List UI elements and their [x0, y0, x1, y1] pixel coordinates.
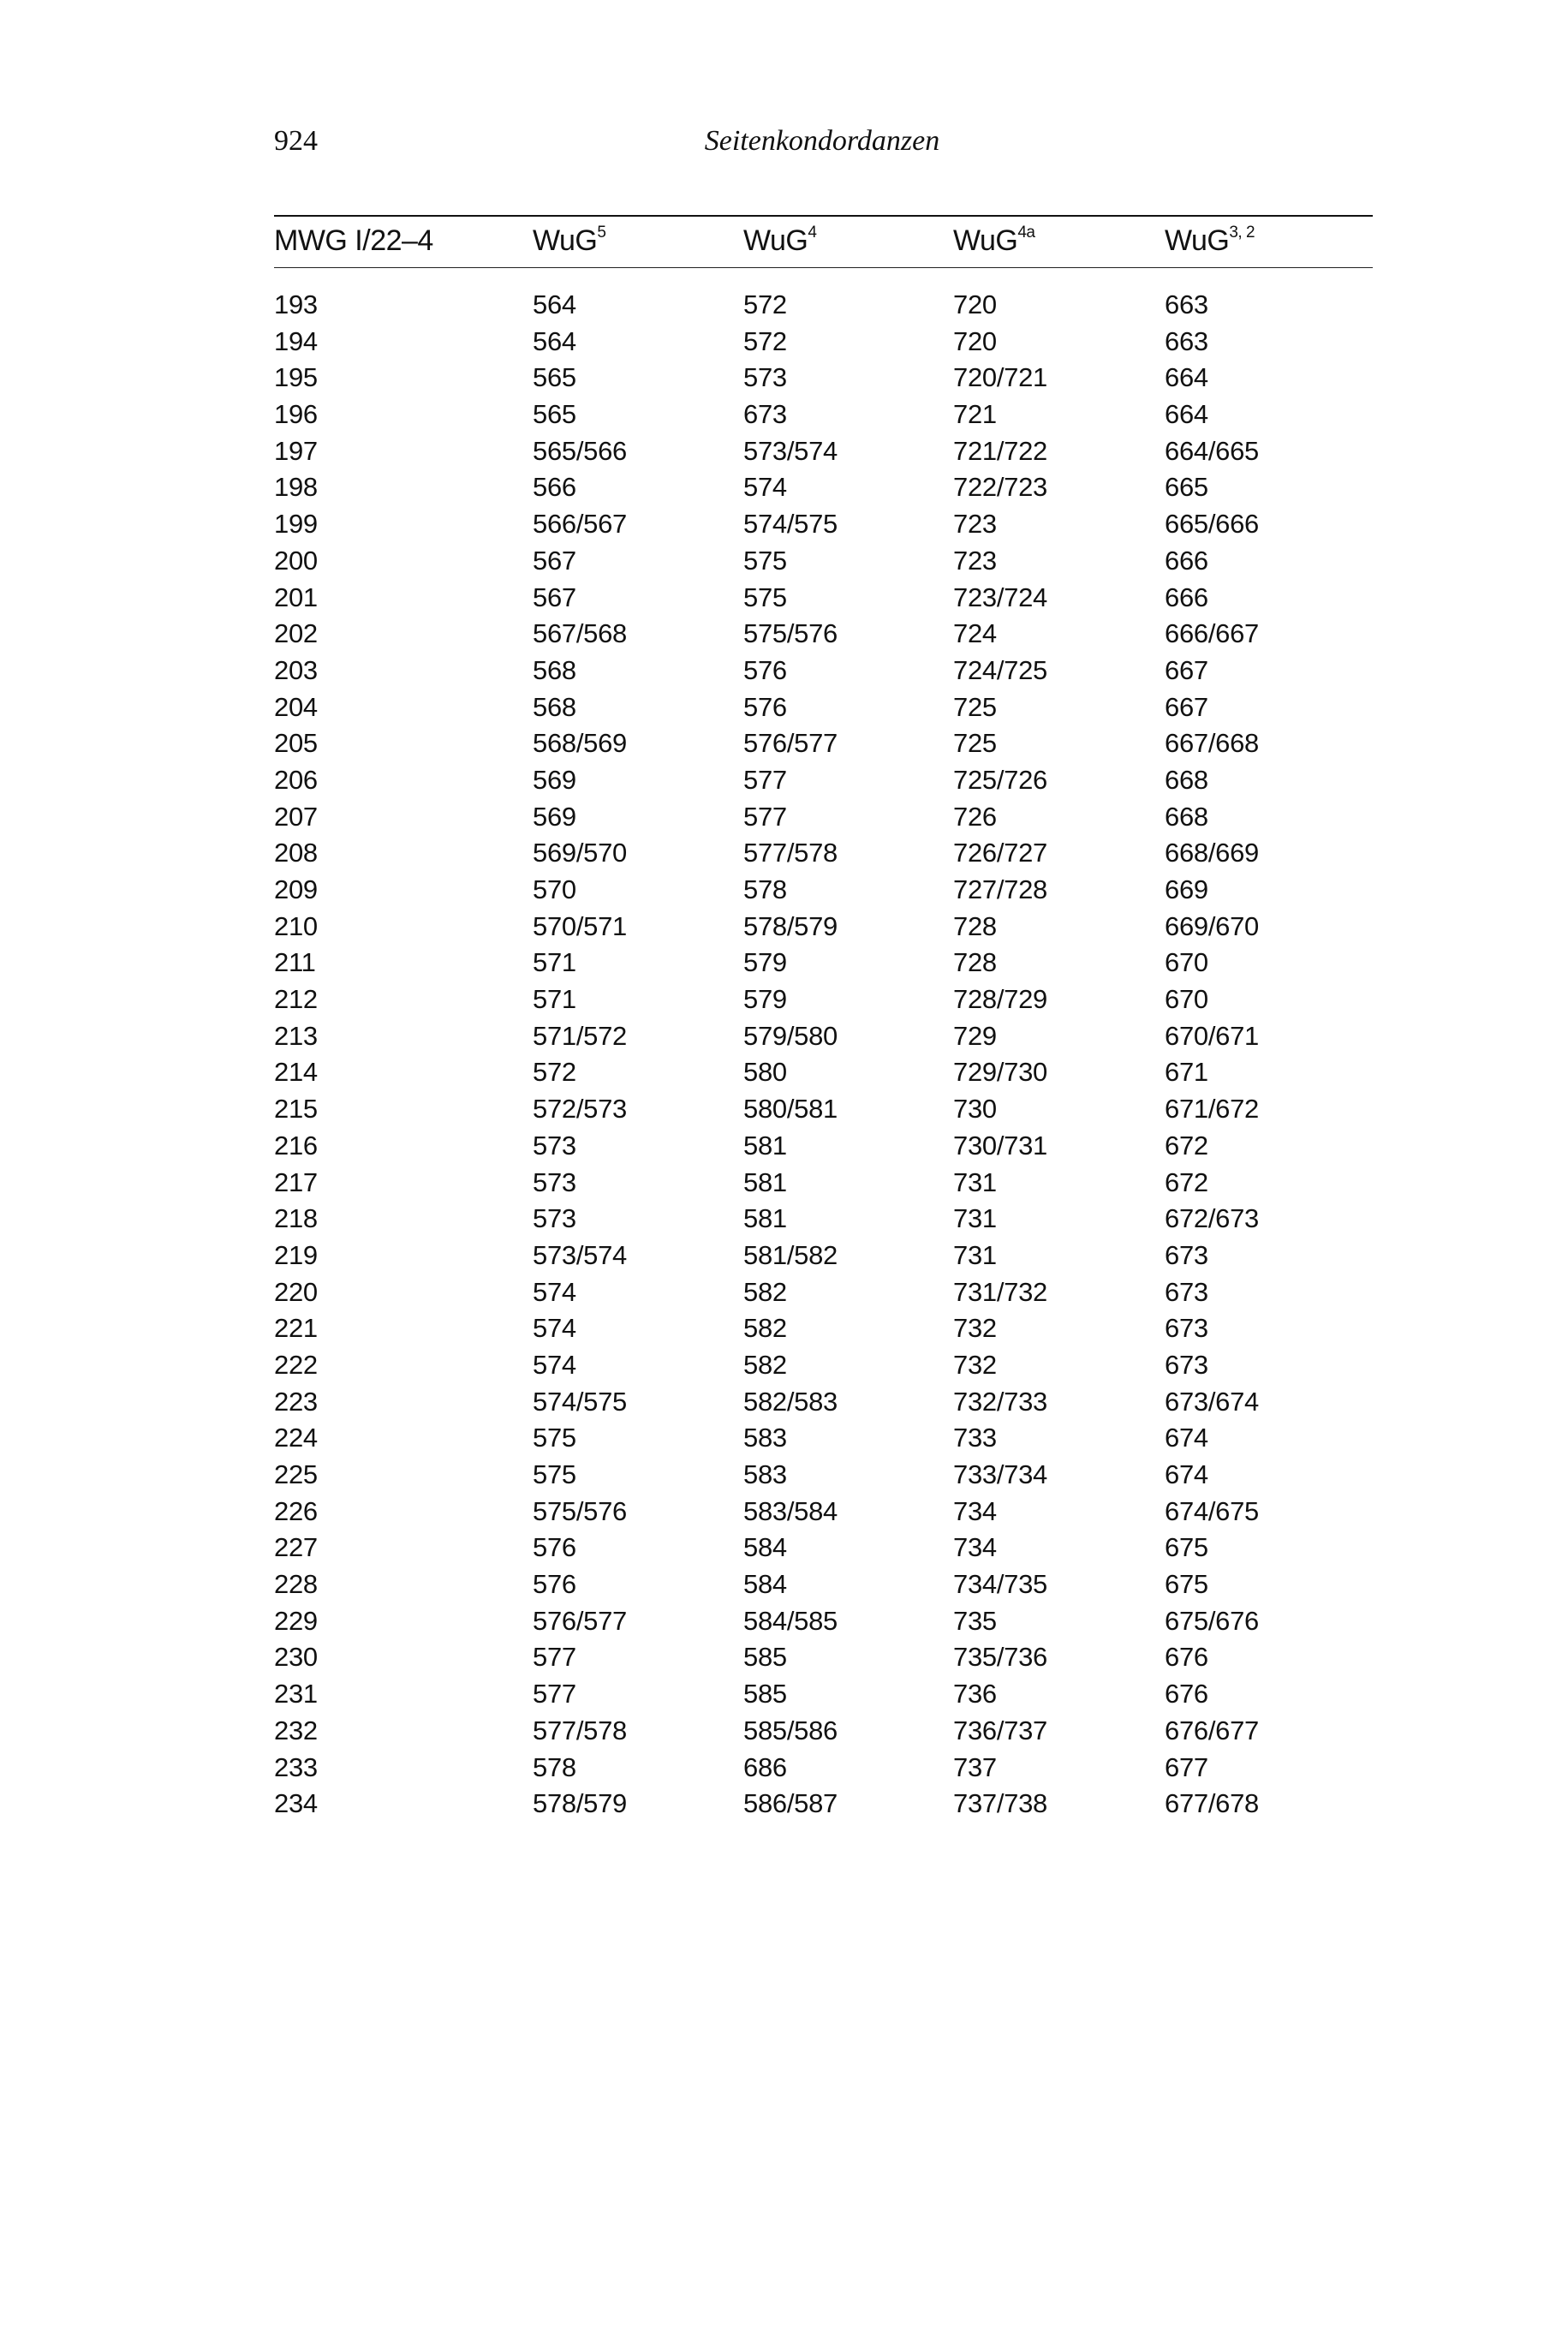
table-cell: 194: [274, 325, 318, 356]
column-header: [533, 224, 605, 258]
table-row: [274, 509, 1373, 546]
table-cell: 676: [1165, 1642, 1208, 1673]
table-row: [274, 1642, 1373, 1679]
table-cell: 204: [274, 691, 318, 722]
table-cell: 725: [953, 691, 997, 722]
table-cell: 579: [743, 947, 787, 978]
table-cell: 675/676: [1165, 1605, 1259, 1636]
table-cell: 198: [274, 472, 318, 503]
table-cell: 731: [953, 1203, 997, 1234]
table-cell: 578: [743, 874, 787, 904]
table-cell: 727/728: [953, 874, 1047, 904]
page-number: 924: [274, 125, 318, 157]
table-cell: 568: [533, 654, 576, 685]
table-cell: 673/674: [1165, 1386, 1259, 1417]
table-cell: 732: [953, 1349, 997, 1380]
table-cell: 574: [533, 1276, 576, 1307]
table-cell: 670: [1165, 984, 1208, 1015]
table-row: [274, 728, 1373, 765]
table-cell: 677: [1165, 1751, 1208, 1782]
table-cell: 573: [743, 362, 787, 393]
column-header: [1165, 224, 1255, 258]
table-cell: 202: [274, 618, 318, 649]
table-cell: 675: [1165, 1569, 1208, 1600]
table-cell: 582: [743, 1276, 787, 1307]
table-row: [274, 1277, 1373, 1314]
table-row: [274, 1387, 1373, 1423]
table-row: [274, 947, 1373, 984]
table-cell: 668: [1165, 764, 1208, 795]
table-cell: 730/731: [953, 1130, 1047, 1161]
table-cell: 672: [1165, 1130, 1208, 1161]
table-cell: 207: [274, 801, 318, 832]
table-cell: 676/677: [1165, 1715, 1259, 1745]
table-cell: 577: [533, 1679, 576, 1709]
table-cell: 575: [533, 1423, 576, 1453]
table-cell: 728: [953, 947, 997, 978]
table-cell: 579/580: [743, 1020, 838, 1051]
table-row: [274, 546, 1373, 582]
table-row: [274, 1021, 1373, 1058]
table-cell: 575: [743, 582, 787, 612]
table-cell: 583: [743, 1423, 787, 1453]
table-cell: 211: [274, 947, 316, 978]
table-cell: 205: [274, 728, 318, 759]
table-cell: 665/666: [1165, 509, 1259, 540]
table-cell: 574: [743, 472, 787, 503]
table-cell: 199: [274, 509, 318, 540]
table-cell: 231: [274, 1679, 318, 1709]
table-cell: 217: [274, 1166, 318, 1197]
table-cell: 567: [533, 545, 576, 576]
table-cell: 573/574: [533, 1239, 627, 1270]
table-cell: 209: [274, 874, 318, 904]
table-cell: 203: [274, 654, 318, 685]
table-cell: 732: [953, 1313, 997, 1344]
table-cell: 224: [274, 1423, 318, 1453]
table-cell: 722/723: [953, 472, 1047, 503]
table-cell: 577: [743, 801, 787, 832]
table-cell: 571: [533, 984, 576, 1015]
table-row: [274, 436, 1373, 473]
table-cell: 686: [743, 1751, 787, 1782]
table-cell: 572: [743, 289, 787, 319]
table-cell: 584/585: [743, 1605, 838, 1636]
table-cell: 573/574: [743, 435, 838, 466]
table-header-row: [274, 224, 1373, 267]
table-cell: 731: [953, 1239, 997, 1270]
table-row: [274, 984, 1373, 1021]
table-cell: 569/570: [533, 838, 627, 868]
table-cell: 212: [274, 984, 318, 1015]
table-cell: 572: [743, 325, 787, 356]
column-header: [743, 224, 816, 258]
table-cell: 566: [533, 472, 576, 503]
table-cell: 674: [1165, 1459, 1208, 1489]
table-cell: 223: [274, 1386, 318, 1417]
table-row: [274, 1606, 1373, 1643]
table-cell: 669: [1165, 874, 1208, 904]
table-cell: 218: [274, 1203, 318, 1234]
table-cell: 577/578: [743, 838, 838, 868]
table-cell: 577: [743, 764, 787, 795]
table-cell: 228: [274, 1569, 318, 1600]
table-row: [274, 1532, 1373, 1569]
table-row: [274, 1167, 1373, 1204]
table-cell: 585: [743, 1642, 787, 1673]
table-cell: 578/579: [533, 1788, 627, 1819]
table-cell: 721: [953, 399, 997, 430]
table-cell: 574/575: [743, 509, 838, 540]
table-cell: 723/724: [953, 582, 1047, 612]
table-cell: 582: [743, 1313, 787, 1344]
table-cell: 578: [533, 1751, 576, 1782]
table-cell: 567/568: [533, 618, 627, 649]
table-cell: 220: [274, 1276, 318, 1307]
table-cell: 574: [533, 1349, 576, 1380]
table-cell: 230: [274, 1642, 318, 1673]
table-cell: 725/726: [953, 764, 1047, 795]
table-cell: 665: [1165, 472, 1208, 503]
table-cell: 728/729: [953, 984, 1047, 1015]
table-cell: 723: [953, 509, 997, 540]
table-cell: 671: [1165, 1057, 1208, 1088]
column-header-sup: 4: [808, 224, 817, 242]
table-row: [274, 1423, 1373, 1459]
table-cell: 232: [274, 1715, 318, 1745]
table-row: [274, 838, 1373, 874]
table-cell: 674/675: [1165, 1495, 1259, 1526]
table-cell: 726/727: [953, 838, 1047, 868]
table-cell: 570: [533, 874, 576, 904]
table-row: [274, 1569, 1373, 1606]
table-cell: 569: [533, 764, 576, 795]
table-cell: 674: [1165, 1423, 1208, 1453]
table-cell: 668: [1165, 801, 1208, 832]
table-cell: 193: [274, 289, 318, 319]
table-cell: 736/737: [953, 1715, 1047, 1745]
table-cell: 666: [1165, 545, 1208, 576]
table-cell: 565: [533, 399, 576, 430]
table-cell: 664: [1165, 399, 1208, 430]
table-cell: 733: [953, 1423, 997, 1453]
table-row: [274, 326, 1373, 363]
table-cell: 575/576: [743, 618, 838, 649]
table-row: [274, 1715, 1373, 1752]
table-cell: 582: [743, 1349, 787, 1380]
table-cell: 564: [533, 325, 576, 356]
table-cell: 732/733: [953, 1386, 1047, 1417]
table-row: [274, 1752, 1373, 1789]
table-cell: 724: [953, 618, 997, 649]
table-row: [274, 1240, 1373, 1277]
column-header-label: WuG: [1165, 224, 1230, 257]
table-row: [274, 1057, 1373, 1094]
table-cell: 728: [953, 910, 997, 941]
table-cell: 577: [533, 1642, 576, 1673]
column-header-label: WuG: [743, 224, 808, 257]
table-cell: 573: [533, 1203, 576, 1234]
table-cell: 673: [1165, 1349, 1208, 1380]
table-cell: 565: [533, 362, 576, 393]
table-row: [274, 472, 1373, 509]
table-cell: 585/586: [743, 1715, 838, 1745]
table-cell: 663: [1165, 289, 1208, 319]
table-cell: 672/673: [1165, 1203, 1259, 1234]
table-cell: 673: [743, 399, 787, 430]
table-cell: 577/578: [533, 1715, 627, 1745]
table-cell: 670: [1165, 947, 1208, 978]
running-title: Seitenkondordanzen: [704, 125, 940, 157]
table-cell: 566/567: [533, 509, 627, 540]
table-cell: 221: [274, 1313, 318, 1344]
table-cell: 195: [274, 362, 318, 393]
table-cell: 576: [533, 1569, 576, 1600]
table-cell: 669/670: [1165, 910, 1259, 941]
table-cell: 196: [274, 399, 318, 430]
table-row: [274, 1350, 1373, 1387]
column-header-label: MWG I/22–4: [274, 224, 433, 257]
table-cell: 585: [743, 1679, 787, 1709]
table-cell: 673: [1165, 1276, 1208, 1307]
table-cell: 225: [274, 1459, 318, 1489]
table-cell: 572/573: [533, 1094, 627, 1125]
table-cell: 731/732: [953, 1276, 1047, 1307]
table-row: [274, 692, 1373, 729]
table-cell: 569: [533, 801, 576, 832]
table-cell: 208: [274, 838, 318, 868]
table-cell: 723: [953, 545, 997, 576]
table-row: [274, 582, 1373, 619]
table-cell: 576/577: [533, 1605, 627, 1636]
table-cell: 567: [533, 582, 576, 612]
table-cell: 573: [533, 1166, 576, 1197]
table-cell: 667/668: [1165, 728, 1259, 759]
table-cell: 229: [274, 1605, 318, 1636]
table-cell: 675: [1165, 1532, 1208, 1563]
table-cell: 576/577: [743, 728, 838, 759]
table-cell: 584: [743, 1569, 787, 1600]
table-cell: 571: [533, 947, 576, 978]
table-row: [274, 655, 1373, 692]
column-header-sup: 4a: [1017, 224, 1035, 242]
table-cell: 673: [1165, 1239, 1208, 1270]
table-row: [274, 1131, 1373, 1167]
table-cell: 564: [533, 289, 576, 319]
table-cell: 200: [274, 545, 318, 576]
column-header-sup: 5: [597, 224, 606, 242]
table-cell: 201: [274, 582, 318, 612]
table-cell: 668/669: [1165, 838, 1259, 868]
table-cell: 576: [533, 1532, 576, 1563]
table-row: [274, 399, 1373, 436]
table-cell: 226: [274, 1495, 318, 1526]
table-header-rule: [274, 267, 1373, 268]
table-row: [274, 1459, 1373, 1496]
table-cell: 667: [1165, 691, 1208, 722]
table-cell: 586/587: [743, 1788, 838, 1819]
table-top-rule: [274, 215, 1373, 217]
table-cell: 568/569: [533, 728, 627, 759]
table-cell: 663: [1165, 325, 1208, 356]
table-cell: 666: [1165, 582, 1208, 612]
table-cell: 581/582: [743, 1239, 838, 1270]
table-cell: 574/575: [533, 1386, 627, 1417]
table-cell: 583/584: [743, 1495, 838, 1526]
table-cell: 213: [274, 1020, 318, 1051]
table-row: [274, 1313, 1373, 1350]
table-cell: 676: [1165, 1679, 1208, 1709]
table-row: [274, 1679, 1373, 1715]
table-cell: 729: [953, 1020, 997, 1051]
table-cell: 731: [953, 1166, 997, 1197]
table-cell: 215: [274, 1094, 318, 1125]
table-cell: 671/672: [1165, 1094, 1259, 1125]
table-cell: 667: [1165, 654, 1208, 685]
table-row: [274, 874, 1373, 911]
table-cell: 735: [953, 1605, 997, 1636]
table-cell: 227: [274, 1532, 318, 1563]
table-row: [274, 1788, 1373, 1825]
table-cell: 233: [274, 1751, 318, 1782]
column-header-label: WuG: [533, 224, 598, 257]
table-cell: 666/667: [1165, 618, 1259, 649]
table-cell: 574: [533, 1313, 576, 1344]
table-row: [274, 1203, 1373, 1240]
table-cell: 568: [533, 691, 576, 722]
table-cell: 734: [953, 1495, 997, 1526]
table-cell: 580: [743, 1057, 787, 1088]
table-cell: 210: [274, 910, 318, 941]
table-cell: 581: [743, 1130, 787, 1161]
table-cell: 214: [274, 1057, 318, 1088]
table-cell: 570/571: [533, 910, 627, 941]
table-row: [274, 289, 1373, 326]
table-row: [274, 1094, 1373, 1131]
column-header-label: WuG: [953, 224, 1018, 257]
table-cell: 720: [953, 325, 997, 356]
table-cell: 736: [953, 1679, 997, 1709]
table-cell: 565/566: [533, 435, 627, 466]
table-cell: 581: [743, 1166, 787, 1197]
table-row: [274, 765, 1373, 802]
table-cell: 677/678: [1165, 1788, 1259, 1819]
table-cell: 583: [743, 1459, 787, 1489]
table-cell: 580/581: [743, 1094, 838, 1125]
table-cell: 234: [274, 1788, 318, 1819]
table-cell: 576: [743, 654, 787, 685]
table-cell: 571/572: [533, 1020, 627, 1051]
table-cell: 584: [743, 1532, 787, 1563]
table-cell: 673: [1165, 1313, 1208, 1344]
table-body: [274, 289, 1373, 1825]
table-row: [274, 1496, 1373, 1533]
table-cell: 737: [953, 1751, 997, 1782]
column-header: [953, 224, 1034, 258]
concordance-table: [274, 224, 1373, 1819]
table-cell: 735/736: [953, 1642, 1047, 1673]
table-cell: 726: [953, 801, 997, 832]
table-cell: 724/725: [953, 654, 1047, 685]
table-cell: 664/665: [1165, 435, 1259, 466]
table-row: [274, 618, 1373, 655]
table-cell: 721/722: [953, 435, 1047, 466]
column-header: [274, 224, 433, 258]
table-cell: 672: [1165, 1166, 1208, 1197]
table-cell: 734/735: [953, 1569, 1047, 1600]
table-cell: 222: [274, 1349, 318, 1380]
table-cell: 575: [743, 545, 787, 576]
table-cell: 576: [743, 691, 787, 722]
table-cell: 720/721: [953, 362, 1047, 393]
table-cell: 730: [953, 1094, 997, 1125]
table-cell: 575: [533, 1459, 576, 1489]
table-cell: 582/583: [743, 1386, 838, 1417]
column-header-sup: 3, 2: [1229, 224, 1255, 242]
table-cell: 206: [274, 764, 318, 795]
table-cell: 575/576: [533, 1495, 627, 1526]
table-cell: 725: [953, 728, 997, 759]
table-row: [274, 362, 1373, 399]
table-cell: 573: [533, 1130, 576, 1161]
table-cell: 737/738: [953, 1788, 1047, 1819]
table-cell: 734: [953, 1532, 997, 1563]
running-head: [274, 125, 1370, 168]
table-cell: 664: [1165, 362, 1208, 393]
table-row: [274, 911, 1373, 948]
table-row: [274, 802, 1373, 838]
table-cell: 720: [953, 289, 997, 319]
table-cell: 670/671: [1165, 1020, 1259, 1051]
table-cell: 572: [533, 1057, 576, 1088]
table-cell: 581: [743, 1203, 787, 1234]
table-cell: 579: [743, 984, 787, 1015]
table-cell: 197: [274, 435, 318, 466]
table-cell: 733/734: [953, 1459, 1047, 1489]
table-cell: 219: [274, 1239, 318, 1270]
table-cell: 216: [274, 1130, 318, 1161]
table-cell: 729/730: [953, 1057, 1047, 1088]
table-cell: 578/579: [743, 910, 838, 941]
